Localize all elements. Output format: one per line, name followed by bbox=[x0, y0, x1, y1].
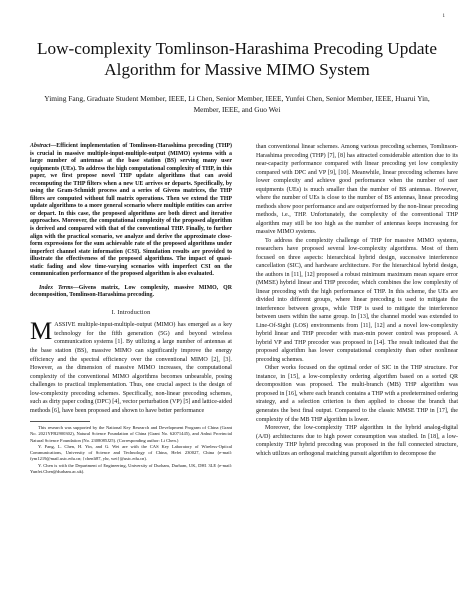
footnote-affiliation-durham: Y. Chen is with the Department of Engineering, University of Durham, Durham, UK, DH1 3LE (e-mail: Yunfei.Chen@durham.ac.uk). bbox=[30, 462, 232, 474]
abstract bbox=[30, 143, 232, 279]
page-number: 1 bbox=[442, 14, 445, 19]
footnote-divider bbox=[30, 421, 90, 422]
body-paragraph: Other works focused on the optimal order of SIC in the THP structure. For instance, in [15], a low-complexity ordering algorithm based on a sorted QR decomposition was proposed. The multi-branch (MB) THP algorithm was proposed in [16], where each branch contains a THP with a predetermined ordering strategy, and a selection criterion is then applied to choose the branch that generates the best final output. Compared to the classic MMSE THP in [17], the complexity of the MB THP algorithm is lower. bbox=[256, 365, 458, 423]
index-terms-text: —Givens matrix, Low complexity, massive MIMO, QR decomposition, Tomlinson-Harashima precoding. bbox=[30, 284, 232, 299]
body-paragraph: To address the complexity challenge of THP for massive MIMO systems, researchers have proposed several low-complexity algorithms. Most of them focused on three aspects: hierarchical hybrid design, successive interference cancellation (SIC), and hardware architecture. For the hierarchical hybrid design, the authors in [11], [12] proposed a robust minimum maximum mean square error (MMSE) hybrid linear and THP precoder, which combines the low complexity of linear precoding with the high performance of THP. In this scheme, the UEs are divided into different groups, where linear precoding is used to mitigate the interference between groups, while THP is used to mitigate the interference between users within the same group. In [13], the channel model was extended to Line-Of-Sight (LOS) environments from [11], [12] and a novel low-complexity hybrid linear and THP precoder with max-min power control was proposed. A hybrid VP and THP precoder was proposed in [14]. The result indicated that the proposed algorithm has lower computational complexity than other nonlinear precoding schemes. bbox=[256, 237, 458, 363]
right-column bbox=[256, 143, 458, 458]
abstract-text: —Efficient implementation of Tomlinson-Harashima precoding (THP) is crucial in massive multiple-input-multiple-output (MIMO) systems with a large number of antennas at the base station (BS) serving many user equipments (UEs). To address the high computational complexity of THP, in this paper, we first propose novel THP update algorithms that can avoid recomputing the THP filters when a new UE arrives or departs. Specifically, by using the Gram-Schmidt process and a series of Givens matrices, the THP filters are computed without full matrix operations. Then we extend the THP update algorithms to a more general scenario where multiple entities can arrive or depart. In this case, the proposed algorithms are both direct and iterative approaches. Moreover, the computational complexity of the proposed algorithm is derived and compared with that of the conventional THP. Finally, to further align with the practical scenario, we analyze and derive the approximate close-form expressions for the sum achievable rate of the proposed algorithms under imperfect channel state information (CSI). Simulation results are provided to illustrate the effectiveness of the proposed algorithms. The impact of quasi-static fading and slow time-varying scenarios with imperfect CSI on the communication performance of the proposed algorithm is also evaluated. bbox=[30, 143, 232, 278]
footnote-funding: This research was supported by the National Key Research and Development Program of China (Grant No. 2021YFB2900302), Natural Science Foundation of China (Grant No. 62071445), and Anhui Provincial Natural Science Foundation (No. 2308085J25). (Corresponding author: Li Chen.) bbox=[30, 425, 232, 443]
section-heading-introduction: I. Introduction bbox=[111, 308, 151, 316]
intro-text: ASSIVE multiple-input-multiple-output (MIMO) has emerged as a key technology for the fifth generation (5G) and beyond wireless communication systems [1]. By utilizing a large number of antennas at the base station (BS), massive MIMO can significantly improve the energy efficiency and the spectral efficiency over the conventional MIMO [2], [3]. However, as the dimension of massive MIMO increases, the computational complexity of the conventional MIMO algorithms becomes unbearable, posing challenges to practical implementation. Thus, one crucial aspect is the design of low-complexity precoding schemes. Specifically, non-linear precoding schemes, such as dirty paper coding (DPC) [4], vector perturbation (VP) [5] and lattice-aided methods [6], have been proposed and shown to have better performance bbox=[30, 322, 233, 414]
footnote-affiliation-ustc: Y. Fang, L. Chen, H. Yin, and G. Wei are with the CAS Key Laboratory of Wireless-Optical Communications, University of Science and Technology of China, Hefei 230027, China (e-mail: fym1219@mail.ustc.edu.cn; {chenli87, yhr, wei}@ustc.edu.cn). bbox=[30, 443, 232, 462]
intro-paragraph bbox=[30, 318, 233, 415]
drop-cap-letter: M bbox=[30, 318, 53, 346]
abstract-lead: Abstract bbox=[30, 143, 51, 149]
index-terms bbox=[30, 285, 232, 300]
index-terms-lead: Index Terms bbox=[39, 284, 73, 291]
body-paragraph: Moreover, the low-complexity THP algorithm in the hybrid analog-digital (A/D) architectures due to high power consumption was studied. In [18], a low-complexity THP hybrid precoding was proposed in the full connected structure, which utilizes an orthogonal matching pursuit algorithm to decompose the bbox=[256, 425, 458, 457]
left-column bbox=[30, 143, 232, 475]
paper-title: Low-complexity Tomlinson-Harashima Precoding Update Algorithm for Massive MIMO System bbox=[37, 39, 437, 79]
author-list: Yiming Fang, Graduate Student Member, IEEE, Li Chen, Senior Member, IEEE, Yunfei Chen, Senior Member, IEEE, Huarui Yin, Member, IEEE, and Guo Wei bbox=[44, 94, 430, 114]
body-paragraph: than conventional linear schemes. Among various precoding schemes, Tomlinson-Harashima precoding (THP) [7], [8] has attracted considerable attention due to its near-capacity performance compared with linear precoding yet low complexity compared with DPC and VP [9], [10]. Meanwhile, linear precoding schemes have lower complexity and achieve good performance when the number of user equipments (UEs) is much smaller than the number of BS antennas. However, where the number of UEs is close to the number of BS antennas, linear precoding methods show poor performance and are outperformed by the non-linear precoding methods, i.e., THP. Unfortunately, the complexity of the conventional THP algorithm may still be too high as the number of antennas keeps increasing for massive MIMO systems. bbox=[256, 144, 458, 236]
